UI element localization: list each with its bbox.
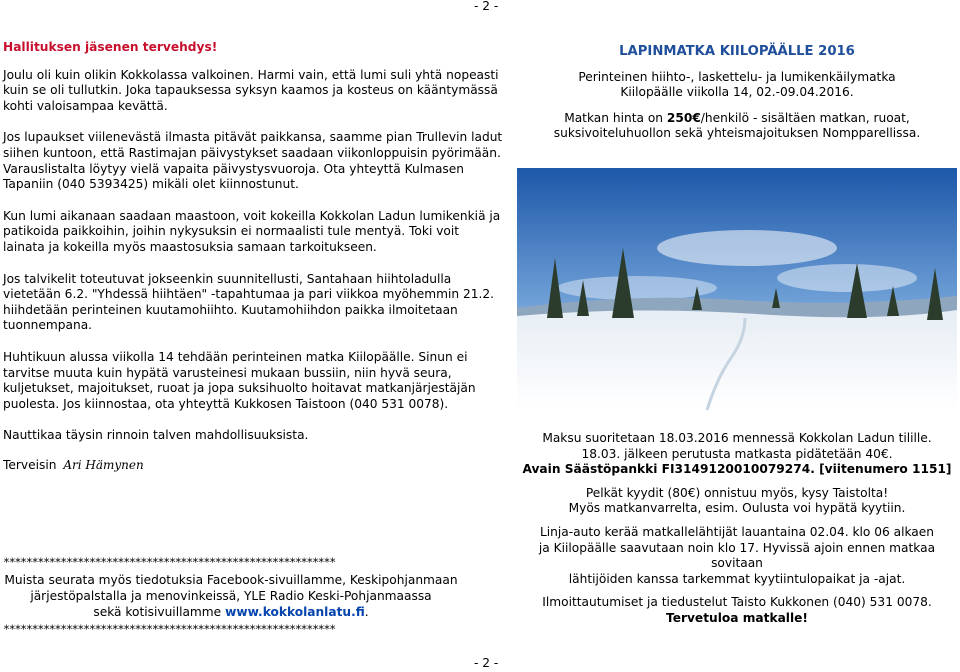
lapland-snow-photo (517, 168, 957, 410)
price-amount: 250€ (666, 110, 701, 125)
trip-header (517, 44, 957, 152)
star-divider-top: ********************************************************** (3, 556, 335, 569)
letter-paragraph: Joulu oli kuin olikin Kokkolassa valkoinen. Harmi vain, että lumi suli yhtä nopeasti kuin se oli tullutkin. Joka tapauksessa syksyn kaamos ja kosteus on kääntymässä kohti valoisampaa kevättä. (3, 67, 499, 113)
snow-landscape-image (517, 168, 957, 410)
star-divider-bottom: ********************************************************** (3, 623, 335, 636)
trip-details (517, 431, 957, 635)
bank-account: Avain Säästöpankki FI3149120010079274. [viitenumero 1151] (522, 462, 952, 477)
letter-paragraph: Kun lumi aikanaan saadaan maastoon, voit kokeilla Kokkolan Ladun lumikenkiä ja patikoida paikkoihin, joihin nykysuksin ei normaalisti tule mentyä. Toki voit lainata ja kokeilla myös maastosuksia samaan tarkoitukseen. (3, 208, 501, 254)
ride-info: Pelkät kyydit (80€) onnistuu myös, kysy Taistolta! Myös matkanvarrelta, esim. Oulusta voi hypätä kyytiin. (568, 485, 906, 516)
homepage-link[interactable]: www.kokkolanlatu.fi (225, 605, 365, 619)
page-number-top: - 2 - (474, 0, 499, 13)
signature-line (3, 458, 503, 474)
trip-intro: Perinteinen hiihto-, laskettelu- ja lumikenkäilymatka Kiilopäälle viikolla 14, 02.-09.04.2016. (578, 69, 896, 100)
signoff: Terveisin (3, 457, 57, 472)
signature: Ari Hämynen (63, 457, 144, 472)
payment-info: Maksu suoritetaan 18.03.2016 mennessä Kokkolan Ladun tilille. 18.03. jälkeen perutusta matkasta pidätetään 40€. Avain Säästöpankki FI3149120010079274. [viitenumero 1151] (522, 431, 952, 477)
greeting-letter (3, 40, 503, 489)
letter-paragraph: Nauttikaa täysin rinnoin talven mahdollisuuksista. (3, 428, 309, 443)
footer-line: järjestöpalstalla ja menovinkeissä, YLE Radio Keski-Pohjanmaassa (30, 589, 432, 603)
trip-price: Matkan hinta on 250€/henkilö - sisältäen matkan, ruoat, suksivoiteluhuollon sekä yhteismajoituksen Nompparellissa. (553, 110, 921, 141)
welcome-text: Tervetuloa matkalle! (666, 610, 808, 625)
footer-line: sekä kotisivuillamme www.kokkolanlatu.fi. (93, 605, 369, 619)
letter-paragraph: Jos lupaukset viilenevästä ilmasta pitävät paikkansa, saamme pian Trullevin ladut siihen kuntoon, että Rastimajan päivystykset saadaan viikonloppuisin pyörimään. Varauslistalta löytyy vielä vapaita päivystysvuoroja. Ota yhteyttä Kulmasen Tapaniin (040 5393425) mikäli olet kiinnostunut. (3, 130, 503, 192)
letter-paragraph: Jos talvikelit toteutuvat jokseenkin suunnitellusti, Santahaan hiihtoladulla vietetään 6.2. "Yhdessä hiihtäen" -tapahtumaa ja pari viikkoa myöhemmin 21.2. hiihdetään perinteinen kuutamohiihto. Kuutamohiihdon paikka ilmoitetaan tuonnempana. (3, 271, 494, 333)
page-number-bottom: - 2 - (474, 656, 499, 670)
letter-greeting: Hallituksen jäsenen tervehdys! (3, 40, 218, 54)
registration-info: Ilmoittautumiset ja tiedustelut Taisto Kukkonen (040) 531 0078. Tervetuloa matkalle! (542, 595, 932, 625)
bus-info: Linja-auto kerää matkallelähtijät lauantaina 02.04. klo 06 alkaen ja Kiilopäälle saavutaan noin klo 17. Hyvissä ajoin ennen matkaa sovitaan lähtijöiden kanssa tarkemmat kyytiintulopaikat ja -ajat. (538, 524, 936, 586)
trip-title: LAPINMATKA KIILOPÄÄLLE 2016 (619, 44, 855, 59)
info-footer (3, 572, 459, 620)
letter-paragraph: Huhtikuun alussa viikolla 14 tehdään perinteinen matka Kiilopäälle. Sinun ei tarvitse muuta kuin hypätä varusteinesi mukaan bussiin, niin hyvä seura, kuljetukset, majoitukset, ruoat ja jopa suksihuolto hoitavat matkanjärjestäjän puolesta. Jos kiinnostaa, ota yhteyttä Kukkosen Taistoon (040 531 0078). (3, 349, 476, 411)
footer-line: Muista seurata myös tiedotuksia Facebook-sivuillamme, Keskipohjanmaan (4, 573, 458, 587)
